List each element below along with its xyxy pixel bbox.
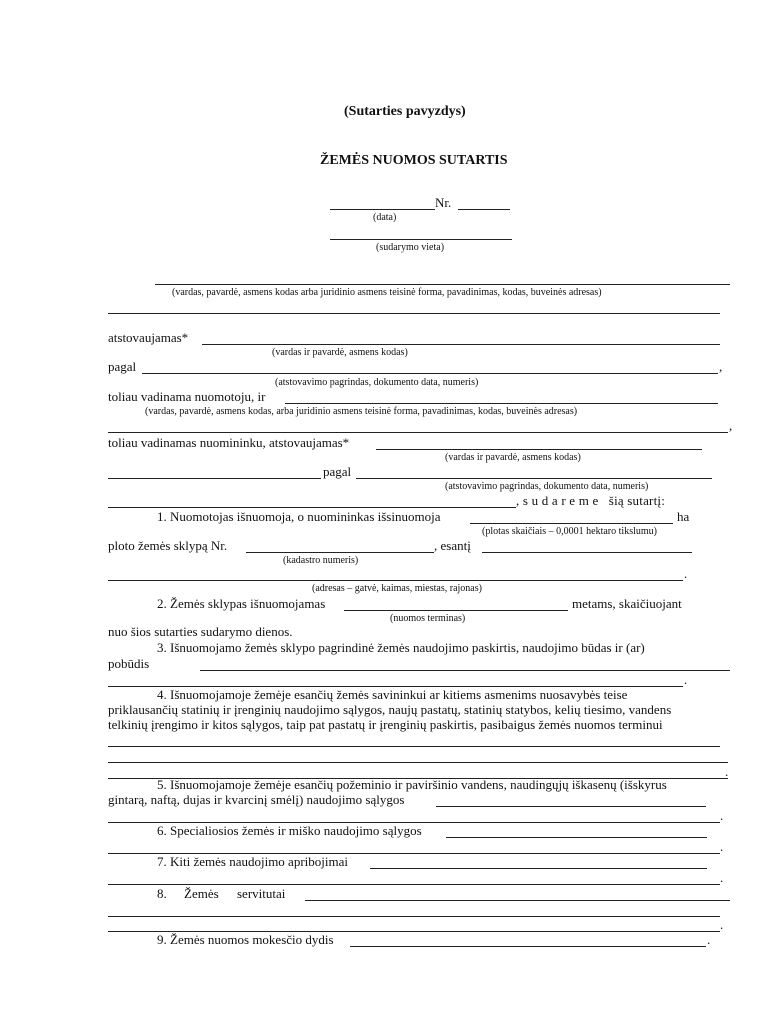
years-label: metams, skaičiuojant <box>572 596 682 611</box>
period: . <box>684 566 688 581</box>
ha-unit: ha <box>677 509 690 524</box>
servitudes-field[interactable] <box>305 900 730 901</box>
area-field[interactable] <box>470 523 673 524</box>
clause-2-text: 2. Žemės sklypas išnuomojamas <box>157 596 326 611</box>
water-conditions-field[interactable] <box>436 806 706 807</box>
building-conditions-field[interactable] <box>108 746 720 747</box>
tenant-rep-name-caption: (vardas ir pavardė, asmens kodas) <box>445 452 581 463</box>
servitudes-field-2[interactable] <box>108 916 720 917</box>
address-caption: (adresas – gatvė, kaimas, miestas, rajonas) <box>312 583 482 594</box>
lessor-rep-name-field[interactable] <box>202 344 720 345</box>
term-caption: (nuomos terminas) <box>390 613 466 624</box>
place-field[interactable] <box>330 239 512 240</box>
restrictions-field[interactable] <box>370 868 707 869</box>
sample-label: (Sutarties pavyzdys) <box>344 104 466 119</box>
clause-5-line-2: gintarą, naftą, dujas ir kvarcinį smėlį) naudojimo sąlygos <box>108 792 405 807</box>
clause-8-word-1: Žemės <box>184 886 219 901</box>
period: . <box>720 870 724 885</box>
clause-6-text: 6. Specialiosios žemės ir miško naudojimo sąlygos <box>157 823 422 838</box>
period: . <box>720 839 724 854</box>
date-caption: (data) <box>373 212 397 223</box>
cadastre-caption: (kadastro numeris) <box>283 555 359 566</box>
clause-3-text: 3. Išnuomojamo žemės sklypo pagrindinė žemės naudojimo paskirtis, naudojimo būdas ir (ar) <box>157 640 645 655</box>
lessor-rep-basis-field[interactable] <box>142 373 718 374</box>
location-field[interactable] <box>482 552 692 553</box>
date-field[interactable] <box>330 209 435 210</box>
clause-4-line-1: 4. Išnuomojamoje žemėje esančių žemės savininkui ar kitiems asmenims nuosavybės teise <box>157 687 628 702</box>
period: . <box>720 917 724 932</box>
rent-amount-field[interactable] <box>350 946 706 947</box>
clause-2-text-2: nuo šios sutarties sudarymo dienos. <box>108 624 293 639</box>
comma: , <box>719 359 723 374</box>
lessor-rep-name-caption: (vardas ir pavardė, asmens kodas) <box>272 347 408 358</box>
plot-label: ploto žemės sklypą Nr. <box>108 538 228 553</box>
clause-7-text: 7. Kiti žemės naudojimo apribojimai <box>157 854 348 869</box>
document-title: ŽEMĖS NUOMOS SUTARTIS <box>320 153 508 168</box>
tenant-rep-field[interactable] <box>108 478 321 479</box>
tenant-rep-name-field[interactable] <box>376 449 702 450</box>
clause-5-line-1: 5. Išnuomojamoje žemėje esančių požeminio ir paviršinio vandens, naudingųjų iškasenų (išskyrus <box>157 777 667 792</box>
lessor-called-label: toliau vadinama nuomotoju, ir <box>108 389 266 404</box>
tenant-identity-field-2[interactable] <box>108 432 728 433</box>
address-field[interactable] <box>108 580 683 581</box>
number-field[interactable] <box>458 209 510 210</box>
tenant-identity-caption: (vardas, pavardė, asmens kodas, arba juridinio asmens teisinė forma, pavadinimas, kodas, buveinės adresas) <box>145 406 578 417</box>
period: . <box>707 932 711 947</box>
building-conditions-field-2[interactable] <box>108 762 728 763</box>
lessor-identity-field-2[interactable] <box>108 313 720 314</box>
clause-8-word-2: servitutai <box>237 886 286 901</box>
clause-9-text: 9. Žemės nuomos mokesčio dydis <box>157 932 334 947</box>
clause-8-number: 8. <box>157 886 167 901</box>
lessor-rep-basis-caption: (atstovavimo pagrindas, dokumento data, numeris) <box>275 377 479 388</box>
clause-3-text-2: pobūdis <box>108 656 150 671</box>
clause-4-line-3: telkinių įrengimo ir kitos sąlygos, taip pat pastatų ir įrenginių paskirtis, pasibaigus žemės nuomos terminui <box>108 717 663 732</box>
lessor-identity-caption: (vardas, pavardė, asmens kodas arba juridinio asmens teisinė forma, pavadinimas, kodas, buveinės adresas) <box>172 287 602 298</box>
period: . <box>720 808 724 823</box>
cadastre-field[interactable] <box>246 552 434 553</box>
conclude-text: , s u d a r e m e šią sutartį: <box>516 493 666 508</box>
tenant-pagal-label: pagal <box>323 464 352 479</box>
place-caption: (sudarymo vieta) <box>376 242 445 253</box>
term-field[interactable] <box>344 610 568 611</box>
land-use-field[interactable] <box>200 670 730 671</box>
number-label: Nr. <box>435 195 452 210</box>
tenant-called-label: toliau vadinamas nuomininku, atstovaujamas* <box>108 435 350 450</box>
special-conditions-field[interactable] <box>446 837 707 838</box>
lessor-identity-field[interactable] <box>155 284 730 285</box>
comma: , <box>729 418 733 433</box>
tenant-identity-field[interactable] <box>285 403 718 404</box>
lessor-pagal-label: pagal <box>108 359 137 374</box>
clause-4-line-2: priklausančių statinių ir įrenginių naudojimo sąlygos, naujų pastatų, statinių statybos, kelių tiesimo, vandens <box>108 702 672 717</box>
clause-1-text: 1. Nuomotojas išnuomoja, o nuomininkas išsinuomoja <box>157 509 441 524</box>
tenant-rep-basis-field-2[interactable] <box>108 507 516 508</box>
period: . <box>725 764 729 779</box>
period: . <box>684 672 688 687</box>
located-label: , esantį <box>434 538 471 553</box>
tenant-rep-basis-field[interactable] <box>356 478 712 479</box>
area-caption: (plotas skaičiais – 0,0001 hektaro tikslumu) <box>482 526 657 537</box>
represented-label: atstovaujamas* <box>108 330 189 345</box>
tenant-rep-basis-caption: (atstovavimo pagrindas, dokumento data, numeris) <box>445 481 649 492</box>
restrictions-field-2[interactable] <box>108 884 720 885</box>
